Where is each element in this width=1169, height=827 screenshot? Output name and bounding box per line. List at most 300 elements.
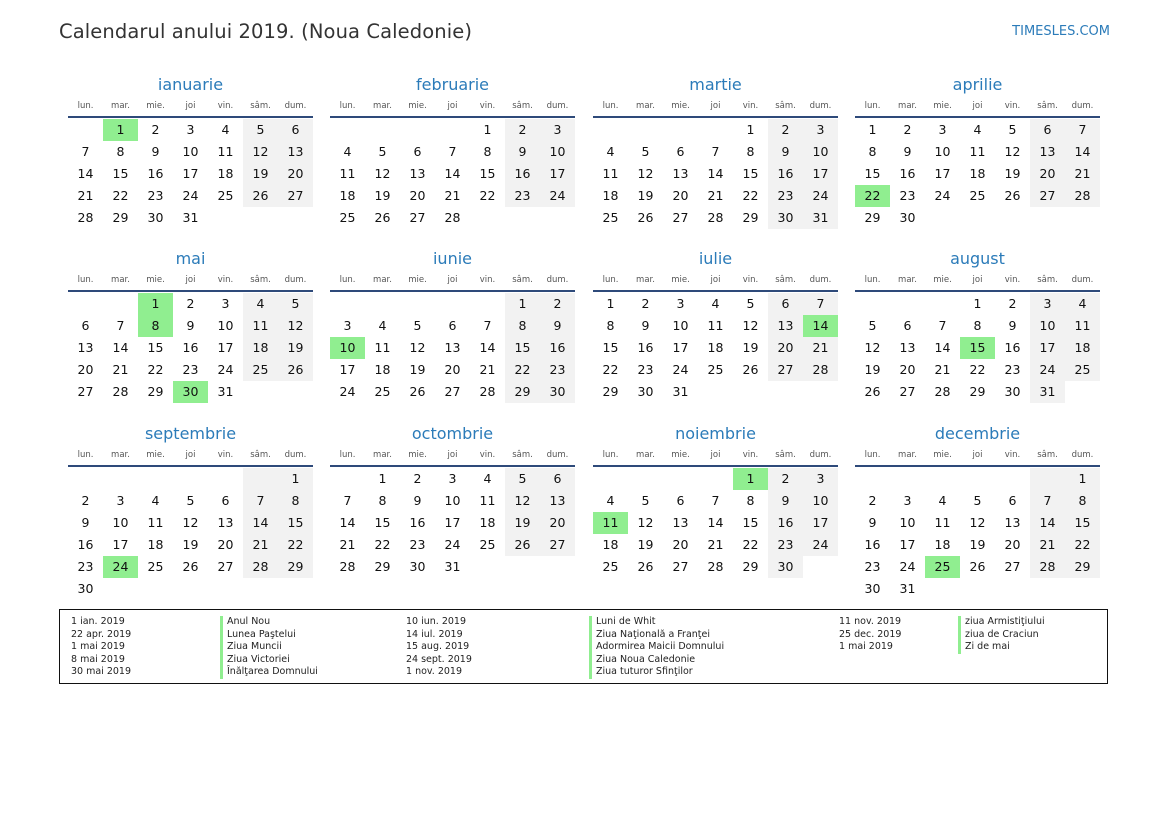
- day-cell[interactable]: 25: [339, 210, 356, 225]
- day-cell[interactable]: 7: [803, 293, 838, 315]
- day-cell[interactable]: 14: [707, 515, 724, 530]
- day-cell[interactable]: 27: [540, 534, 575, 556]
- day-cell[interactable]: 10: [803, 141, 838, 163]
- day-cell[interactable]: 13: [409, 166, 426, 181]
- day-cell[interactable]: 7: [243, 490, 278, 512]
- day-cell[interactable]: 11: [374, 340, 391, 355]
- day-cell[interactable]: 19: [742, 340, 759, 355]
- day-cell[interactable]: 17: [803, 512, 838, 534]
- day-cell[interactable]: 22: [479, 188, 496, 203]
- day-cell[interactable]: 1: [973, 296, 982, 311]
- holiday-day-cell[interactable]: 11: [593, 512, 628, 534]
- day-cell[interactable]: 26: [1004, 188, 1021, 203]
- day-cell[interactable]: 14: [479, 340, 496, 355]
- day-cell[interactable]: 26: [374, 210, 391, 225]
- day-cell[interactable]: 12: [637, 166, 654, 181]
- day-cell[interactable]: 19: [637, 537, 654, 552]
- day-cell[interactable]: 24: [672, 362, 689, 377]
- day-cell[interactable]: 2: [186, 296, 195, 311]
- day-cell[interactable]: 9: [505, 141, 540, 163]
- day-cell[interactable]: 9: [903, 144, 912, 159]
- day-cell[interactable]: 28: [934, 384, 951, 399]
- day-cell[interactable]: 18: [934, 537, 951, 552]
- day-cell[interactable]: 7: [116, 318, 125, 333]
- day-cell[interactable]: 7: [938, 318, 947, 333]
- day-cell[interactable]: 22: [1065, 534, 1100, 556]
- day-cell[interactable]: 1: [505, 293, 540, 315]
- day-cell[interactable]: 23: [77, 559, 94, 574]
- day-cell[interactable]: 9: [768, 490, 803, 512]
- day-cell[interactable]: 9: [151, 144, 160, 159]
- day-cell[interactable]: 5: [278, 293, 313, 315]
- day-cell[interactable]: 30: [77, 581, 94, 596]
- day-cell[interactable]: 3: [676, 296, 685, 311]
- day-cell[interactable]: 14: [707, 166, 724, 181]
- day-cell[interactable]: 12: [742, 318, 759, 333]
- day-cell[interactable]: 4: [938, 493, 947, 508]
- day-cell[interactable]: 2: [505, 119, 540, 141]
- day-cell[interactable]: 20: [217, 537, 234, 552]
- day-cell[interactable]: 7: [711, 144, 720, 159]
- day-cell[interactable]: 30: [768, 556, 803, 578]
- day-cell[interactable]: 26: [969, 559, 986, 574]
- day-cell[interactable]: 6: [540, 468, 575, 490]
- day-cell[interactable]: 12: [505, 490, 540, 512]
- day-cell[interactable]: 6: [1030, 119, 1065, 141]
- day-cell[interactable]: 23: [505, 185, 540, 207]
- day-cell[interactable]: 19: [1004, 166, 1021, 181]
- day-cell[interactable]: 5: [641, 144, 650, 159]
- day-cell[interactable]: 23: [768, 534, 803, 556]
- day-cell[interactable]: 9: [641, 318, 650, 333]
- day-cell[interactable]: 21: [1065, 163, 1100, 185]
- day-cell[interactable]: 18: [602, 188, 619, 203]
- day-cell[interactable]: 17: [182, 166, 199, 181]
- day-cell[interactable]: 18: [147, 537, 164, 552]
- day-cell[interactable]: 21: [803, 337, 838, 359]
- holiday-day-cell[interactable]: 1: [733, 468, 768, 490]
- day-cell[interactable]: 14: [339, 515, 356, 530]
- day-cell[interactable]: 24: [339, 384, 356, 399]
- day-cell[interactable]: 30: [768, 207, 803, 229]
- day-cell[interactable]: 29: [742, 210, 759, 225]
- day-cell[interactable]: 13: [899, 340, 916, 355]
- day-cell[interactable]: 27: [672, 559, 689, 574]
- holiday-day-cell[interactable]: 1: [103, 119, 138, 141]
- day-cell[interactable]: 29: [969, 384, 986, 399]
- day-cell[interactable]: 23: [182, 362, 199, 377]
- day-cell[interactable]: 23: [409, 537, 426, 552]
- day-cell[interactable]: 14: [444, 166, 461, 181]
- day-cell[interactable]: 12: [969, 515, 986, 530]
- day-cell[interactable]: 16: [409, 515, 426, 530]
- day-cell[interactable]: 10: [182, 144, 199, 159]
- day-cell[interactable]: 22: [278, 534, 313, 556]
- day-cell[interactable]: 10: [672, 318, 689, 333]
- day-cell[interactable]: 27: [1004, 559, 1021, 574]
- day-cell[interactable]: 27: [672, 210, 689, 225]
- day-cell[interactable]: 16: [540, 337, 575, 359]
- day-cell[interactable]: 27: [278, 185, 313, 207]
- day-cell[interactable]: 8: [378, 493, 387, 508]
- day-cell[interactable]: 11: [934, 515, 951, 530]
- day-cell[interactable]: 31: [1030, 381, 1065, 403]
- day-cell[interactable]: 11: [1065, 315, 1100, 337]
- day-cell[interactable]: 16: [899, 166, 916, 181]
- day-cell[interactable]: 8: [868, 144, 877, 159]
- day-cell[interactable]: 15: [1065, 512, 1100, 534]
- holiday-day-cell[interactable]: 14: [803, 315, 838, 337]
- day-cell[interactable]: 6: [81, 318, 90, 333]
- day-cell[interactable]: 28: [479, 384, 496, 399]
- day-cell[interactable]: 14: [243, 512, 278, 534]
- day-cell[interactable]: 12: [1004, 144, 1021, 159]
- holiday-day-cell[interactable]: 1: [138, 293, 173, 315]
- day-cell[interactable]: 18: [374, 362, 391, 377]
- holiday-day-cell[interactable]: 24: [103, 556, 138, 578]
- day-cell[interactable]: 15: [147, 340, 164, 355]
- day-cell[interactable]: 5: [186, 493, 195, 508]
- day-cell[interactable]: 22: [505, 359, 540, 381]
- day-cell[interactable]: 3: [1030, 293, 1065, 315]
- day-cell[interactable]: 11: [339, 166, 356, 181]
- day-cell[interactable]: 19: [637, 188, 654, 203]
- day-cell[interactable]: 15: [742, 515, 759, 530]
- day-cell[interactable]: 26: [637, 210, 654, 225]
- day-cell[interactable]: 13: [1030, 141, 1065, 163]
- day-cell[interactable]: 30: [899, 210, 916, 225]
- day-cell[interactable]: 20: [278, 163, 313, 185]
- day-cell[interactable]: 20: [540, 512, 575, 534]
- day-cell[interactable]: 15: [112, 166, 129, 181]
- day-cell[interactable]: 16: [77, 537, 94, 552]
- day-cell[interactable]: 24: [217, 362, 234, 377]
- day-cell[interactable]: 15: [505, 337, 540, 359]
- day-cell[interactable]: 23: [540, 359, 575, 381]
- day-cell[interactable]: 2: [413, 471, 422, 486]
- holiday-day-cell[interactable]: 8: [138, 315, 173, 337]
- day-cell[interactable]: 23: [147, 188, 164, 203]
- day-cell[interactable]: 26: [409, 384, 426, 399]
- holiday-day-cell[interactable]: 15: [960, 337, 995, 359]
- day-cell[interactable]: 27: [444, 384, 461, 399]
- day-cell[interactable]: 31: [899, 581, 916, 596]
- day-cell[interactable]: 15: [479, 166, 496, 181]
- day-cell[interactable]: 8: [1065, 490, 1100, 512]
- day-cell[interactable]: 25: [479, 537, 496, 552]
- day-cell[interactable]: 18: [602, 537, 619, 552]
- day-cell[interactable]: 21: [479, 362, 496, 377]
- day-cell[interactable]: 24: [444, 537, 461, 552]
- day-cell[interactable]: 2: [868, 493, 877, 508]
- day-cell[interactable]: 7: [1065, 119, 1100, 141]
- day-cell[interactable]: 5: [973, 493, 982, 508]
- day-cell[interactable]: 18: [969, 166, 986, 181]
- day-cell[interactable]: 14: [77, 166, 94, 181]
- day-cell[interactable]: 17: [444, 515, 461, 530]
- day-cell[interactable]: 27: [899, 384, 916, 399]
- day-cell[interactable]: 29: [374, 559, 391, 574]
- day-cell[interactable]: 11: [479, 493, 496, 508]
- day-cell[interactable]: 25: [217, 188, 234, 203]
- day-cell[interactable]: 31: [672, 384, 689, 399]
- day-cell[interactable]: 23: [864, 559, 881, 574]
- day-cell[interactable]: 22: [742, 537, 759, 552]
- day-cell[interactable]: 9: [186, 318, 195, 333]
- day-cell[interactable]: 10: [899, 515, 916, 530]
- day-cell[interactable]: 1: [378, 471, 387, 486]
- day-cell[interactable]: 15: [742, 166, 759, 181]
- day-cell[interactable]: 4: [378, 318, 387, 333]
- day-cell[interactable]: 16: [637, 340, 654, 355]
- day-cell[interactable]: 3: [903, 493, 912, 508]
- day-cell[interactable]: 21: [339, 537, 356, 552]
- day-cell[interactable]: 30: [637, 384, 654, 399]
- day-cell[interactable]: 7: [1030, 490, 1065, 512]
- day-cell[interactable]: 4: [1065, 293, 1100, 315]
- day-cell[interactable]: 1: [278, 468, 313, 490]
- day-cell[interactable]: 6: [676, 144, 685, 159]
- day-cell[interactable]: 25: [707, 362, 724, 377]
- day-cell[interactable]: 26: [637, 559, 654, 574]
- day-cell[interactable]: 29: [602, 384, 619, 399]
- day-cell[interactable]: 25: [374, 384, 391, 399]
- day-cell[interactable]: 18: [479, 515, 496, 530]
- day-cell[interactable]: 15: [278, 512, 313, 534]
- day-cell[interactable]: 11: [707, 318, 724, 333]
- day-cell[interactable]: 12: [243, 141, 278, 163]
- day-cell[interactable]: 26: [742, 362, 759, 377]
- day-cell[interactable]: 21: [1030, 534, 1065, 556]
- day-cell[interactable]: 2: [903, 122, 912, 137]
- day-cell[interactable]: 17: [112, 537, 129, 552]
- day-cell[interactable]: 30: [1004, 384, 1021, 399]
- day-cell[interactable]: 19: [243, 163, 278, 185]
- day-cell[interactable]: 2: [641, 296, 650, 311]
- day-cell[interactable]: 16: [182, 340, 199, 355]
- day-cell[interactable]: 3: [343, 318, 352, 333]
- day-cell[interactable]: 6: [448, 318, 457, 333]
- day-cell[interactable]: 10: [1030, 315, 1065, 337]
- day-cell[interactable]: 20: [672, 188, 689, 203]
- day-cell[interactable]: 21: [77, 188, 94, 203]
- day-cell[interactable]: 22: [374, 537, 391, 552]
- day-cell[interactable]: 13: [768, 315, 803, 337]
- day-cell[interactable]: 8: [973, 318, 982, 333]
- day-cell[interactable]: 2: [81, 493, 90, 508]
- day-cell[interactable]: 18: [1065, 337, 1100, 359]
- day-cell[interactable]: 31: [803, 207, 838, 229]
- holiday-day-cell[interactable]: 25: [925, 556, 960, 578]
- day-cell[interactable]: 1: [606, 296, 615, 311]
- day-cell[interactable]: 8: [746, 493, 755, 508]
- day-cell[interactable]: 25: [1065, 359, 1100, 381]
- day-cell[interactable]: 4: [221, 122, 230, 137]
- day-cell[interactable]: 10: [803, 490, 838, 512]
- day-cell[interactable]: 10: [934, 144, 951, 159]
- day-cell[interactable]: 28: [77, 210, 94, 225]
- day-cell[interactable]: 1: [1065, 468, 1100, 490]
- day-cell[interactable]: 7: [711, 493, 720, 508]
- day-cell[interactable]: 8: [505, 315, 540, 337]
- day-cell[interactable]: 18: [243, 337, 278, 359]
- day-cell[interactable]: 9: [1008, 318, 1017, 333]
- day-cell[interactable]: 2: [768, 119, 803, 141]
- day-cell[interactable]: 4: [606, 493, 615, 508]
- day-cell[interactable]: 1: [746, 122, 755, 137]
- day-cell[interactable]: 12: [374, 166, 391, 181]
- day-cell[interactable]: 1: [868, 122, 877, 137]
- day-cell[interactable]: 4: [483, 471, 492, 486]
- day-cell[interactable]: 14: [112, 340, 129, 355]
- day-cell[interactable]: 28: [707, 559, 724, 574]
- day-cell[interactable]: 17: [540, 163, 575, 185]
- day-cell[interactable]: 10: [444, 493, 461, 508]
- day-cell[interactable]: 23: [1004, 362, 1021, 377]
- day-cell[interactable]: 28: [803, 359, 838, 381]
- day-cell[interactable]: 14: [1065, 141, 1100, 163]
- day-cell[interactable]: 7: [81, 144, 90, 159]
- day-cell[interactable]: 27: [77, 384, 94, 399]
- day-cell[interactable]: 3: [116, 493, 125, 508]
- day-cell[interactable]: 20: [77, 362, 94, 377]
- day-cell[interactable]: 4: [243, 293, 278, 315]
- day-cell[interactable]: 9: [81, 515, 90, 530]
- day-cell[interactable]: 13: [1004, 515, 1021, 530]
- day-cell[interactable]: 17: [339, 362, 356, 377]
- day-cell[interactable]: 24: [1030, 359, 1065, 381]
- day-cell[interactable]: 28: [339, 559, 356, 574]
- day-cell[interactable]: 13: [540, 490, 575, 512]
- day-cell[interactable]: 4: [343, 144, 352, 159]
- day-cell[interactable]: 6: [1008, 493, 1017, 508]
- day-cell[interactable]: 6: [413, 144, 422, 159]
- day-cell[interactable]: 12: [182, 515, 199, 530]
- day-cell[interactable]: 8: [483, 144, 492, 159]
- day-cell[interactable]: 28: [444, 210, 461, 225]
- day-cell[interactable]: 11: [243, 315, 278, 337]
- day-cell[interactable]: 23: [637, 362, 654, 377]
- day-cell[interactable]: 30: [540, 381, 575, 403]
- day-cell[interactable]: 17: [934, 166, 951, 181]
- day-cell[interactable]: 20: [1004, 537, 1021, 552]
- day-cell[interactable]: 24: [803, 185, 838, 207]
- day-cell[interactable]: 9: [540, 315, 575, 337]
- site-link[interactable]: TIMESLES.COM: [1012, 24, 1110, 39]
- day-cell[interactable]: 29: [112, 210, 129, 225]
- day-cell[interactable]: 25: [602, 559, 619, 574]
- day-cell[interactable]: 29: [278, 556, 313, 578]
- day-cell[interactable]: 26: [505, 534, 540, 556]
- day-cell[interactable]: 16: [505, 163, 540, 185]
- day-cell[interactable]: 25: [147, 559, 164, 574]
- day-cell[interactable]: 21: [707, 188, 724, 203]
- day-cell[interactable]: 4: [973, 122, 982, 137]
- day-cell[interactable]: 23: [768, 185, 803, 207]
- day-cell[interactable]: 6: [278, 119, 313, 141]
- day-cell[interactable]: 1: [483, 122, 492, 137]
- day-cell[interactable]: 8: [606, 318, 615, 333]
- day-cell[interactable]: 25: [602, 210, 619, 225]
- day-cell[interactable]: 7: [343, 493, 352, 508]
- day-cell[interactable]: 19: [182, 537, 199, 552]
- day-cell[interactable]: 25: [969, 188, 986, 203]
- day-cell[interactable]: 6: [221, 493, 230, 508]
- day-cell[interactable]: 22: [602, 362, 619, 377]
- day-cell[interactable]: 30: [409, 559, 426, 574]
- day-cell[interactable]: 29: [742, 559, 759, 574]
- day-cell[interactable]: 3: [448, 471, 457, 486]
- day-cell[interactable]: 17: [217, 340, 234, 355]
- day-cell[interactable]: 16: [1004, 340, 1021, 355]
- day-cell[interactable]: 4: [606, 144, 615, 159]
- day-cell[interactable]: 25: [243, 359, 278, 381]
- day-cell[interactable]: 30: [147, 210, 164, 225]
- day-cell[interactable]: 12: [864, 340, 881, 355]
- day-cell[interactable]: 9: [768, 141, 803, 163]
- day-cell[interactable]: 24: [899, 559, 916, 574]
- day-cell[interactable]: 9: [868, 515, 877, 530]
- day-cell[interactable]: 5: [505, 468, 540, 490]
- day-cell[interactable]: 13: [672, 166, 689, 181]
- day-cell[interactable]: 20: [768, 337, 803, 359]
- day-cell[interactable]: 15: [602, 340, 619, 355]
- day-cell[interactable]: 9: [413, 493, 422, 508]
- day-cell[interactable]: 27: [1030, 185, 1065, 207]
- day-cell[interactable]: 13: [77, 340, 94, 355]
- day-cell[interactable]: 7: [448, 144, 457, 159]
- day-cell[interactable]: 29: [505, 381, 540, 403]
- day-cell[interactable]: 21: [112, 362, 129, 377]
- day-cell[interactable]: 13: [672, 515, 689, 530]
- day-cell[interactable]: 16: [147, 166, 164, 181]
- holiday-day-cell[interactable]: 30: [173, 381, 208, 403]
- day-cell[interactable]: 20: [1030, 163, 1065, 185]
- day-cell[interactable]: 5: [413, 318, 422, 333]
- day-cell[interactable]: 22: [969, 362, 986, 377]
- day-cell[interactable]: 3: [803, 468, 838, 490]
- day-cell[interactable]: 18: [217, 166, 234, 181]
- day-cell[interactable]: 14: [934, 340, 951, 355]
- day-cell[interactable]: 26: [864, 384, 881, 399]
- day-cell[interactable]: 17: [803, 163, 838, 185]
- day-cell[interactable]: 5: [641, 493, 650, 508]
- day-cell[interactable]: 22: [112, 188, 129, 203]
- day-cell[interactable]: 6: [768, 293, 803, 315]
- day-cell[interactable]: 3: [803, 119, 838, 141]
- day-cell[interactable]: 12: [278, 315, 313, 337]
- day-cell[interactable]: 4: [711, 296, 720, 311]
- day-cell[interactable]: 28: [1065, 185, 1100, 207]
- day-cell[interactable]: 31: [217, 384, 234, 399]
- day-cell[interactable]: 27: [217, 559, 234, 574]
- day-cell[interactable]: 18: [339, 188, 356, 203]
- day-cell[interactable]: 31: [182, 210, 199, 225]
- day-cell[interactable]: 30: [864, 581, 881, 596]
- day-cell[interactable]: 14: [1030, 512, 1065, 534]
- day-cell[interactable]: 8: [278, 490, 313, 512]
- day-cell[interactable]: 15: [864, 166, 881, 181]
- day-cell[interactable]: 26: [243, 185, 278, 207]
- day-cell[interactable]: 28: [1030, 556, 1065, 578]
- day-cell[interactable]: 22: [742, 188, 759, 203]
- day-cell[interactable]: 11: [602, 166, 619, 181]
- day-cell[interactable]: 16: [864, 537, 881, 552]
- day-cell[interactable]: 26: [182, 559, 199, 574]
- day-cell[interactable]: 27: [768, 359, 803, 381]
- day-cell[interactable]: 23: [899, 188, 916, 203]
- day-cell[interactable]: 21: [707, 537, 724, 552]
